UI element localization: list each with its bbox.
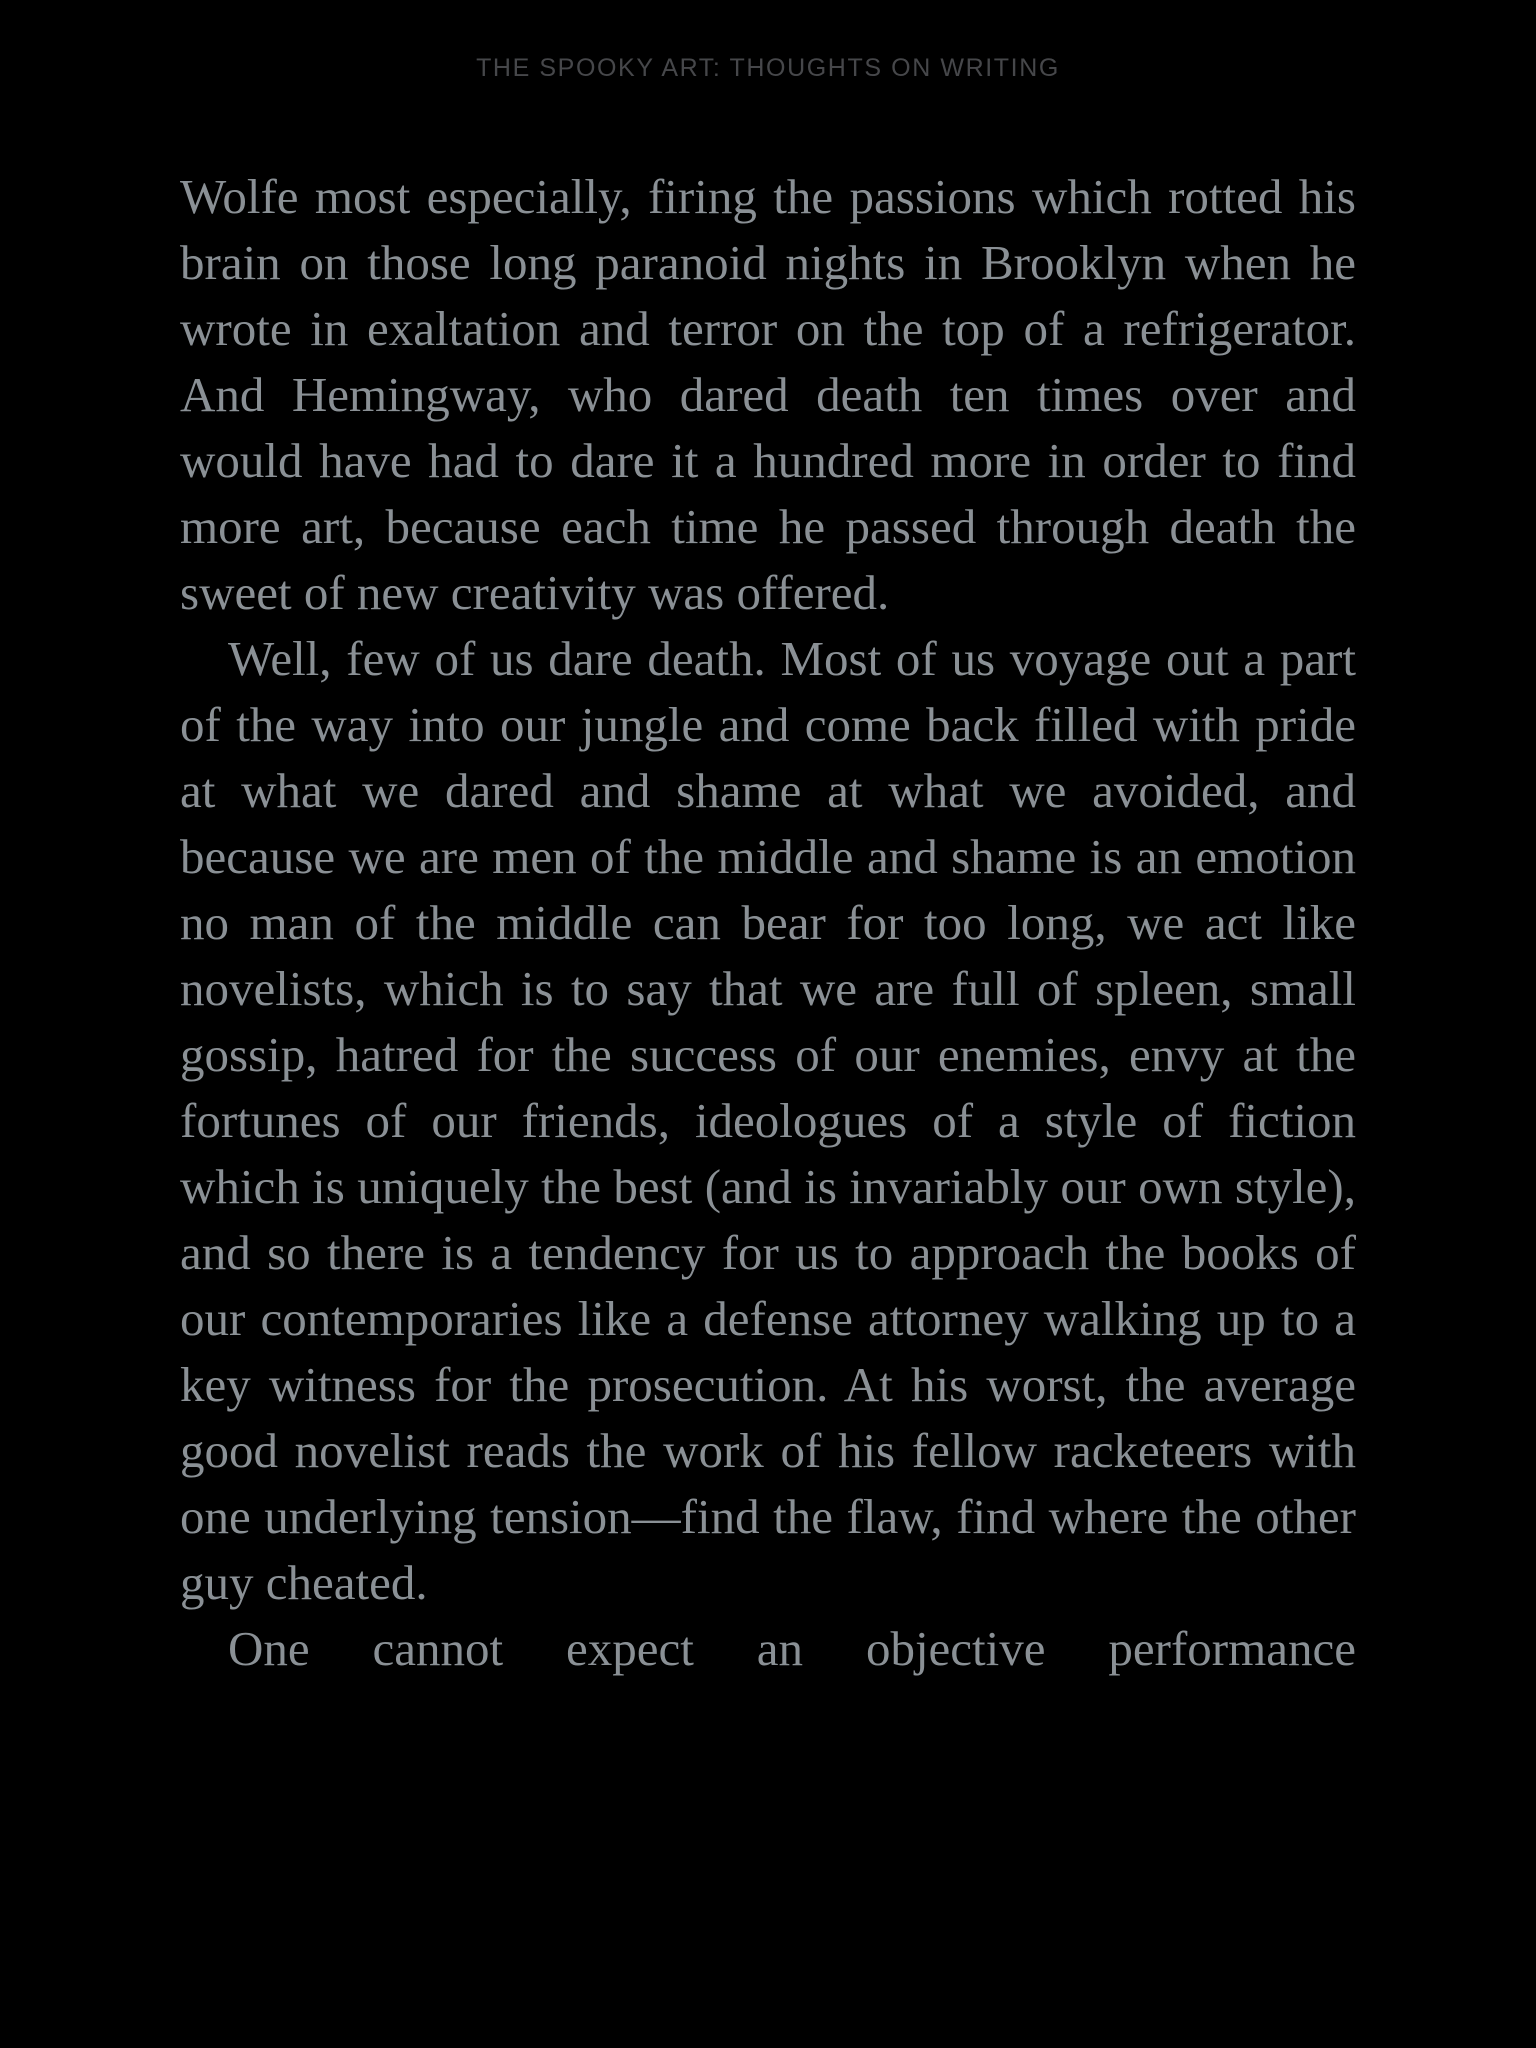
body-paragraph: One cannot expect an objective performance: [228, 1621, 1356, 1676]
book-text-column: [180, 164, 1356, 1682]
body-paragraph: Well, few of us dare death. Most of us voyage out a part of the way into our jungle and come back filled with pride at what we dared and shame at what we avoided, and because we are men of the middle and shame is an emotion no man of the middle can bear for too long, we act like novelists, which is to say that we are full of spleen, small gossip, hatred for the success of our enemies, envy at the fortunes of our friends, ideologues of a style of fiction which is uniquely the best (and is invariably our own style), and so there is a tendency for us to approach the books of our contemporaries like a defense attorney walking up to a key witness for the prosecution. At his worst, the average good novelist reads the work of his fellow racketeers with one underlying tension—find the flaw, find where the other guy cheated.: [180, 631, 1356, 1610]
body-paragraph: Wolfe most especially, firing the passions which rotted his brain on those long paranoid nights in Brooklyn when he wrote in exaltation and terror on the top of a refrigerator. And Hemingway, who dared death ten times over and would have had to dare it a hundred more in order to find more art, because each time he passed through death the sweet of new creativity was offered.: [180, 169, 1356, 620]
running-header-title: THE SPOOKY ART: THOUGHTS ON WRITING: [476, 54, 1060, 82]
